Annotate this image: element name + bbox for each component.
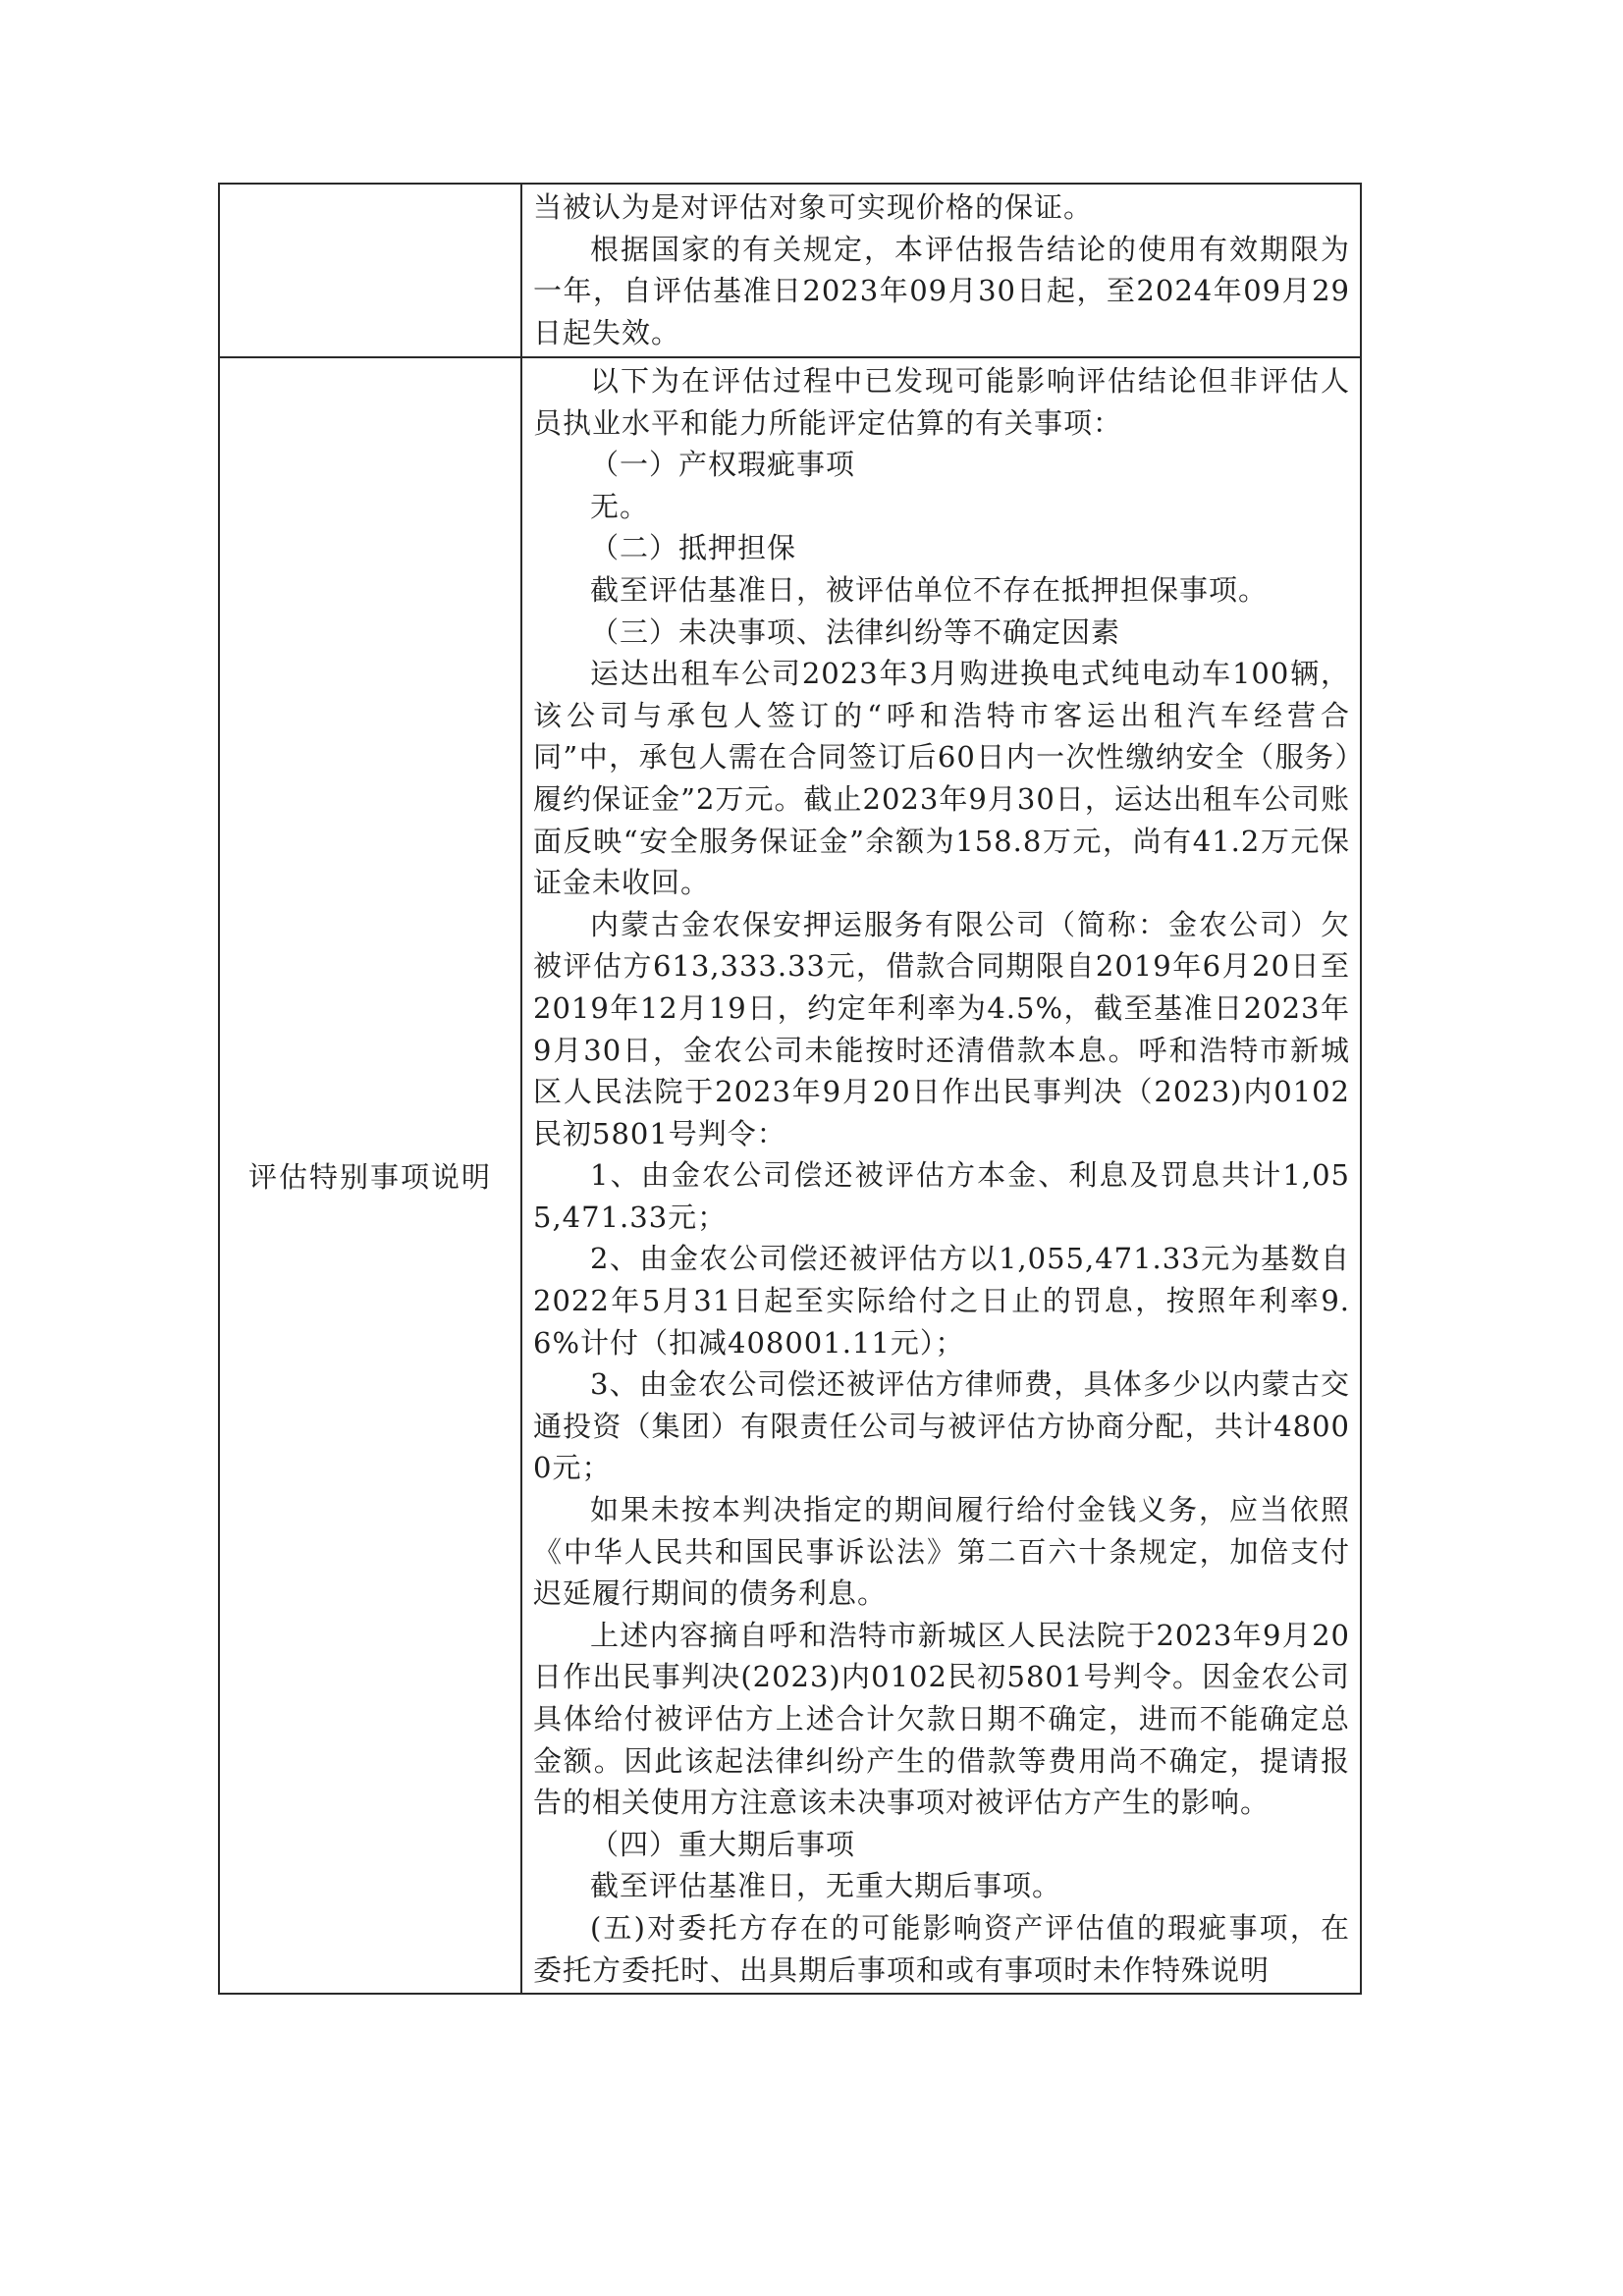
paragraph: 如果未按本判决指定的期间履行给付金钱义务，应当依照《中华人民共和国民事诉讼法》第二百六十条规定，加倍支付迟延履行期间的债务利息。 [533,1493,1350,1611]
paragraph: 截至评估基准日，被评估单位不存在抵押担保事项。 [590,572,1269,607]
row-content [522,185,1360,355]
paragraph: (五)对委托方存在的可能影响资产评估值的瑕疵事项，在委托方委托时、出具期后事项和或有事项时未作特殊说明 [533,1910,1350,1987]
paragraph: 1、由金农公司偿还被评估方本金、利息及罚息共计1,055,471.33元； [533,1158,1350,1234]
table-row [219,357,1361,1994]
paragraph: 2、由金农公司偿还被评估方以1,055,471.33元为基数自2022年5月31日起至实际给付之日止的罚息，按照年利率9.6%计付（扣减408001.11元）； [533,1242,1350,1360]
row-content [522,358,1360,1993]
paragraph: 3、由金农公司偿还被评估方律师费，具体多少以内蒙古交通投资（集团）有限责任公司与被评估方协商分配，共计48000元； [533,1367,1350,1485]
paragraph: 上述内容摘自呼和浩特市新城区人民法院于2023年9月20日作出民事判决(2023)内0102民初5801号判令。因金农公司具体给付被评估方上述合计欠款日期不确定，进而不能确定总金额。因此该起法律纠纷产生的借款等费用尚不确定，提请报告的相关使用方注意该未决事项对被评估方产生的影响。 [533,1618,1350,1820]
paragraph: （四）重大期后事项 [590,1827,856,1861]
paragraph: 根据国家的有关规定，本评估报告结论的使用有效期限为一年，自评估基准日2023年09月30日起，至2024年09月29日起失效。 [533,232,1350,349]
row-label: 评估特别事项说明 [247,1160,492,1195]
report-table [218,183,1362,1995]
paragraph: 以下为在评估过程中已发现可能影响评估结论但非评估人员执业水平和能力所能评定估算的有关事项： [533,364,1350,440]
paragraph: （二）抵押担保 [590,531,797,565]
paragraph: 截至评估基准日，无重大期后事项。 [590,1869,1062,1903]
row-content-cell [521,184,1361,357]
table-row [219,184,1361,357]
paragraph: （一）产权瑕疵事项 [590,448,856,482]
row-label-cell [219,357,521,1994]
paragraph: 当被认为是对评估对象可实现价格的保证。 [533,190,1094,224]
paragraph: 运达出租车公司2023年3月购进换电式纯电动车100辆，该公司与承包人签订的“呼和浩特市客运出租汽车经营合同”中，承包人需在合同签订后60日内一次性缴纳安全（服务）履约保证金”2万元。截止2023年9月30日，运达出租车公司账面反映“安全服务保证金”余额为158.8万元，尚有41.2万元保证金未收回。 [533,657,1350,900]
row-content-cell [521,357,1361,1994]
row-label-cell [219,184,521,357]
paragraph: （三）未决事项、法律纠纷等不确定因素 [590,614,1121,649]
paragraph: 内蒙古金农保安押运服务有限公司（简称：金农公司）欠被评估方613,333.33元，借款合同期限自2019年6月20日至2019年12月19日，约定年利率为4.5%，截至基准日2023年9月30日，金农公司未能按时还清借款本息。呼和浩特市新城区人民法院于2023年9月20日作出民事判决（2023)内0102民初5801号判令： [533,907,1350,1150]
paragraph: 无。 [590,489,650,523]
